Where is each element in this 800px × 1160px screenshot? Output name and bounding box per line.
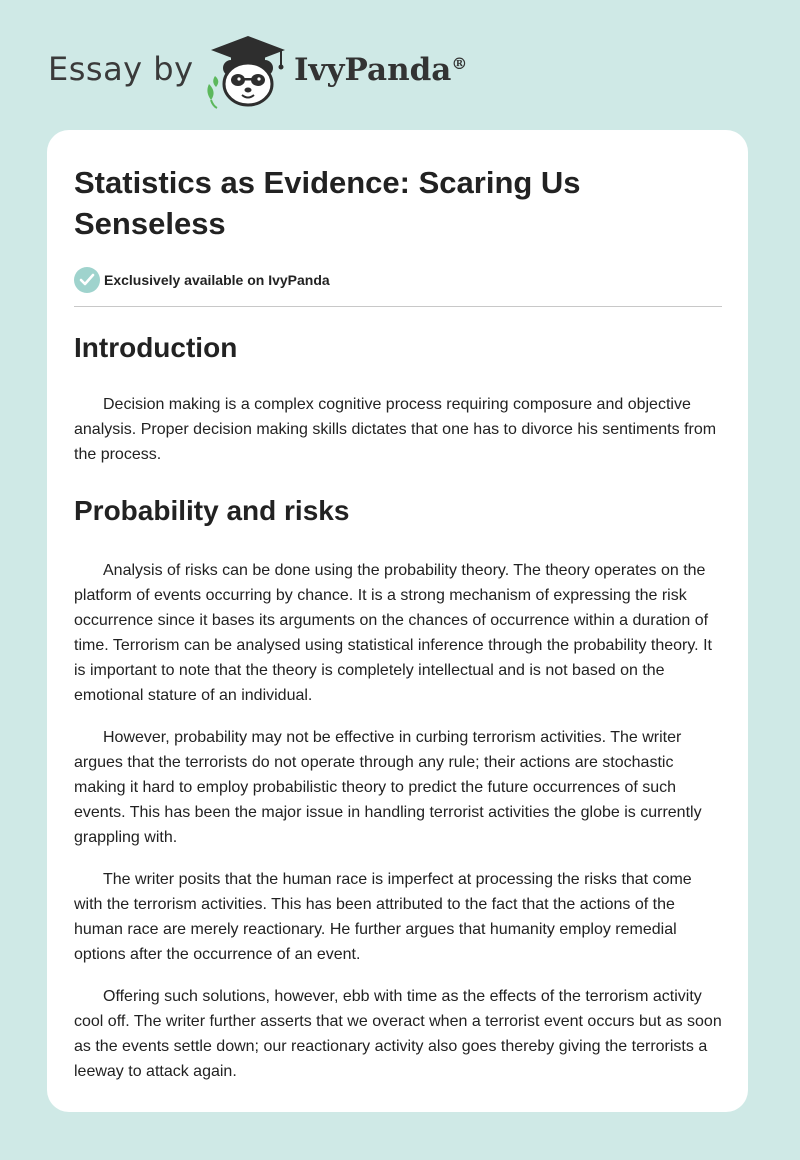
exclusive-badge-text: Exclusively available on IvyPanda xyxy=(104,272,330,288)
paragraph: Offering such solutions, however, ebb with time as the effects of the terrorism activity cool off. The writer further asserts that we overact when a terrorist event occurs but as soon as the events settle down; our reactionary activity also goes thereby giving the terrorists a leeway to attack again. xyxy=(74,988,722,1080)
paragraph: Analysis of risks can be done using the probability theory. The theory operates on the platform of events occurring by chance. It is a strong mechanism of expressing the risk occurrence since it bases its arguments on the chances of occurrence within a duration of time. Terrorism can be analysed using statistical inference through the probability theory. It is important to note that the theory is completely intellectual and is not based on the emotional stature of an individual. xyxy=(74,562,712,704)
paragraph: The writer posits that the human race is imperfect at processing the risks that come with the terrorism activities. This has been attributed to the fact that the actions of the human race are merely reactionary. He further argues that humanity employ remedial options after the occurrence of an event. xyxy=(74,871,692,963)
registered-mark: ® xyxy=(451,54,468,73)
essay-title: Statistics as Evidence: Scaring Us Senseless xyxy=(74,165,581,241)
paragraph: Decision making is a complex cognitive process requiring composure and objective analysis. Proper decision making skills dictates that one has to divorce his sentiments from the process. xyxy=(74,396,717,463)
essay-by-label: Essay by xyxy=(48,50,194,88)
brand-logo-text[interactable]: IvyPanda® xyxy=(294,52,468,88)
exclusive-badge xyxy=(74,267,722,293)
paragraph: However, probability may not be effective in curbing terrorism activities. The writer argues that the terrorists do not operate through any rule; their actions are stochastic making it hard to employ probabilistic theory to predict the future occurrences of such events. This has been the major issue in handling terrorist activities the globe is currently grappling with. xyxy=(74,729,702,846)
title-divider xyxy=(74,306,722,307)
essay-content xyxy=(74,162,722,1084)
panda-mascot-icon xyxy=(203,34,293,110)
essay-card xyxy=(47,130,748,1112)
section-heading-probability-and-risks: Probability and risks xyxy=(74,495,350,526)
section-heading-introduction: Introduction xyxy=(74,332,238,363)
site-header xyxy=(48,30,508,110)
checkmark-icon xyxy=(74,267,100,293)
